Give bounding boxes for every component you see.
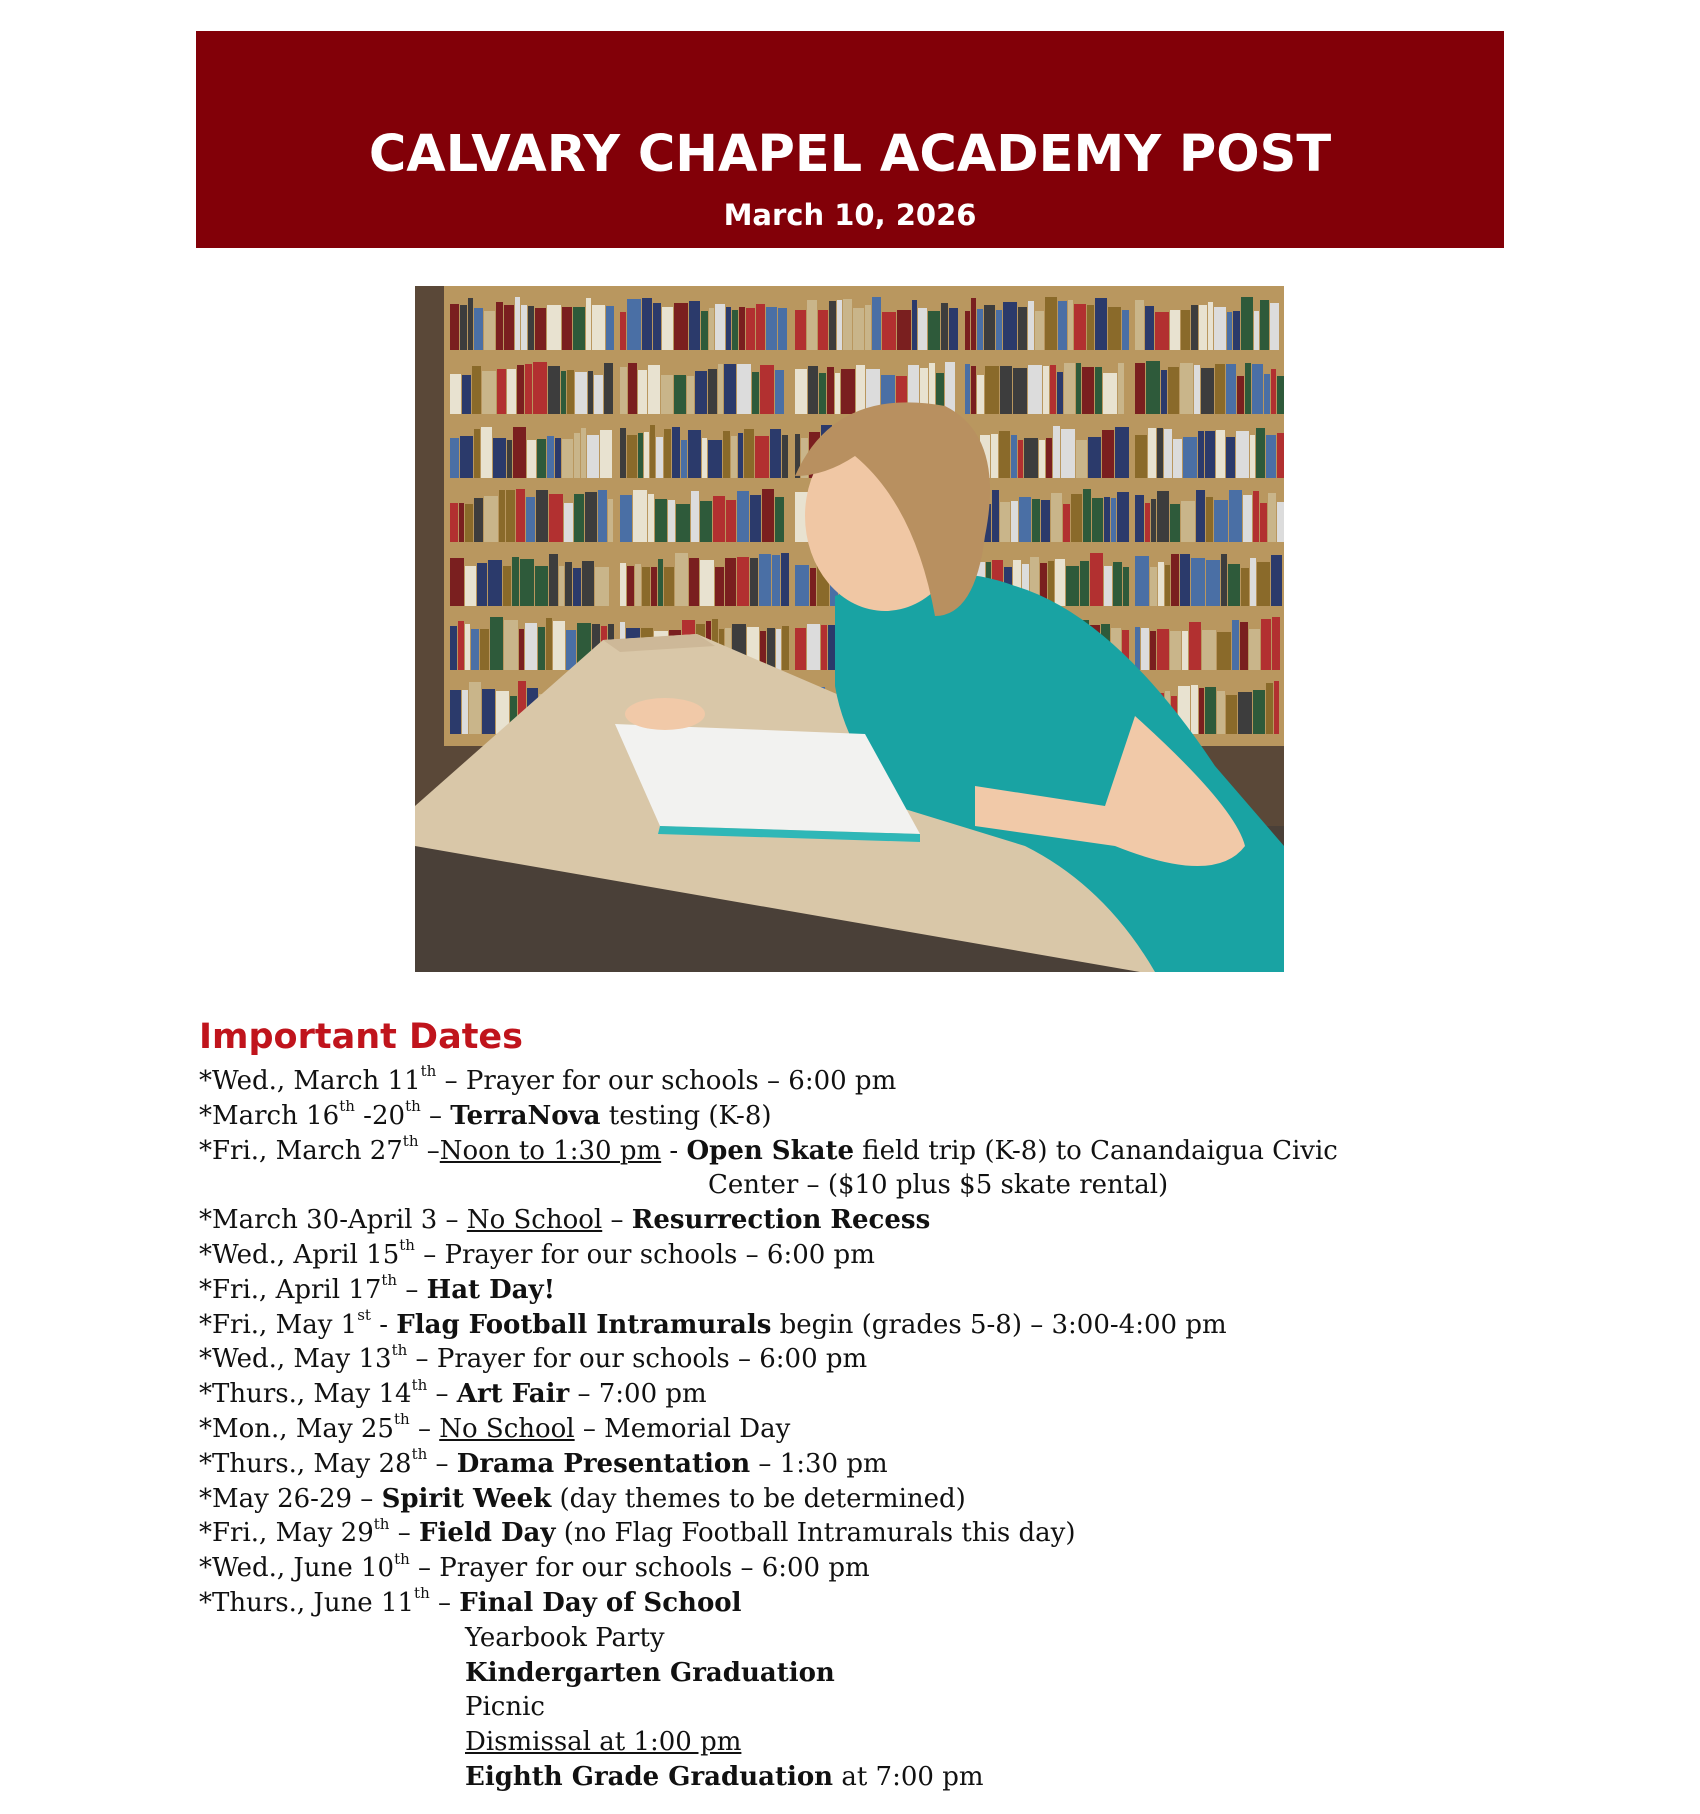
date-entry-text: – (389, 1518, 419, 1549)
photo-illustration (415, 286, 1284, 972)
date-entry-text: – (427, 1379, 457, 1410)
date-entry (199, 1551, 1499, 1586)
date-entry-text: -20 (354, 1100, 406, 1131)
date-entry-text: No School (439, 1413, 575, 1444)
date-entry-text: – (429, 1587, 460, 1618)
date-entry-text: Art Fair (456, 1379, 570, 1410)
date-entry-text: *Wed., June 10 (199, 1553, 395, 1584)
date-entry-text: Eighth Grade Graduation (465, 1761, 834, 1792)
date-entry-text: Dismissal at 1:00 pm (465, 1727, 742, 1758)
date-entry-text: No School (466, 1205, 603, 1236)
date-entry (199, 1064, 1499, 1099)
date-entry (199, 1238, 1499, 1273)
girl-reading-library-photo (415, 286, 1284, 972)
date-entry-text: th (411, 1375, 428, 1394)
date-entry-text: Hat Day! (426, 1274, 556, 1305)
date-entry (199, 1273, 1499, 1308)
date-entry-text: begin (grades 5-8) – 3:00-4:00 pm (771, 1309, 1227, 1340)
date-entry-text: th (393, 1410, 410, 1429)
newsletter-banner (196, 31, 1504, 248)
date-entry (199, 1447, 1499, 1482)
date-entry-text: th (420, 1062, 437, 1081)
date-entry-text: *Fri., April 17 (199, 1274, 382, 1305)
date-entry-text: – Prayer for our schools – 6:00 pm (407, 1344, 868, 1375)
date-entry-text: (no Flag Football Intramurals this day) (555, 1518, 1076, 1549)
date-entry (199, 1656, 1499, 1691)
date-entry (199, 1725, 1499, 1760)
date-entry-text: *Fri., May 29 (199, 1518, 374, 1549)
date-entry-text: testing (K-8) (600, 1100, 772, 1131)
date-entry-text: th (405, 1097, 421, 1116)
date-entry-text: Field Day (418, 1518, 556, 1549)
date-entry-text: *Wed., April 15 (199, 1239, 400, 1270)
date-entry-text: *Thurs., May 28 (199, 1448, 412, 1479)
date-entry-text: th (339, 1097, 355, 1116)
date-entry-text: *Thurs., June 11 (199, 1587, 415, 1618)
date-entry (199, 1377, 1499, 1412)
date-entry-text: – (418, 1135, 440, 1166)
date-entry-text: Spirit Week (381, 1483, 552, 1514)
date-entry-text: – 7:00 pm (569, 1379, 707, 1410)
date-entry-text: Resurrection Recess (631, 1205, 931, 1236)
date-entry (199, 1412, 1499, 1447)
date-entry-text: Noon to 1:30 pm (439, 1135, 662, 1166)
date-entry-text: – (602, 1205, 632, 1236)
date-entry-text: – (420, 1100, 451, 1131)
date-entry-text: th (411, 1445, 428, 1464)
date-entry (199, 1621, 1499, 1656)
date-entry-text: th (373, 1514, 390, 1533)
date-entry (199, 1168, 1499, 1203)
date-entry-text: Picnic (465, 1692, 545, 1723)
date-entry (199, 1586, 1499, 1621)
date-entry-text: *March 30-April 3 – (199, 1205, 467, 1236)
date-entry-text: th (394, 1549, 410, 1568)
date-entry-text: Kindergarten Graduation (465, 1657, 835, 1688)
date-entry-text: *Fri., March 27 (199, 1135, 403, 1166)
date-entry-text: at 7:00 pm (833, 1761, 984, 1792)
date-entry (199, 1099, 1499, 1134)
date-entry-text: *Wed., March 11 (199, 1066, 421, 1096)
date-entry-text: *Mon., May 25 (199, 1413, 394, 1444)
date-entry-text: – Prayer for our schools – 6:00 pm (409, 1553, 870, 1584)
date-entry-text: – (397, 1274, 427, 1305)
date-entry-text: Final Day of School (459, 1587, 742, 1618)
date-entry-text: Flag Football Intramurals (396, 1309, 772, 1340)
date-entry-text: *March 16 (199, 1100, 340, 1131)
date-entry-text: Yearbook Party (465, 1622, 665, 1653)
date-entry-text: – Memorial Day (574, 1413, 791, 1444)
newsletter-date: March 10, 2026 (723, 198, 977, 232)
date-entry (199, 1482, 1499, 1517)
date-entry-text: - (661, 1135, 687, 1166)
date-entry-text: th (391, 1340, 408, 1359)
date-entry (199, 1516, 1499, 1551)
date-entry-text: – Prayer for our schools – 6:00 pm (436, 1066, 897, 1096)
date-entry-text: TerraNova (450, 1100, 601, 1131)
date-entry-text: th (414, 1584, 430, 1603)
date-entry-text: th (399, 1236, 415, 1255)
date-entry-text: *Thurs., May 14 (199, 1379, 412, 1410)
date-entry-text: – 1:30 pm (750, 1448, 888, 1479)
date-entry (199, 1342, 1499, 1377)
date-entry-text: – (427, 1448, 457, 1479)
date-entry-text: - (370, 1309, 397, 1340)
date-entry-text: st (357, 1305, 371, 1324)
date-entry-text: Drama Presentation (456, 1448, 751, 1479)
date-entry-text: (day themes to be determined) (551, 1483, 966, 1514)
date-entry-text: *May 26-29 – (199, 1483, 382, 1514)
date-entry (199, 1305, 1499, 1343)
important-dates-list (199, 1064, 1499, 1795)
date-entry (199, 1760, 1499, 1795)
important-dates-heading: Important Dates (199, 1017, 524, 1057)
date-entry-text: – Prayer for our schools – 6:00 pm (414, 1239, 875, 1270)
date-entry-text: th (402, 1131, 419, 1150)
date-entry-text: th (381, 1271, 398, 1290)
date-entry-text: – (409, 1413, 440, 1444)
date-entry-text: Open Skate (686, 1135, 854, 1166)
date-entry (199, 1203, 1499, 1238)
date-entry-text: *Wed., May 13 (199, 1344, 392, 1375)
newsletter-title: CALVARY CHAPEL ACADEMY POST (368, 125, 1332, 184)
date-entry (199, 1690, 1499, 1725)
date-entry (199, 1131, 1499, 1169)
date-entry-text: Center – ($10 plus $5 skate rental) (708, 1170, 1169, 1201)
date-entry-text: *Fri., May 1 (199, 1309, 358, 1340)
date-entry-text: field trip (K-8) to Canandaigua Civic (854, 1135, 1338, 1166)
